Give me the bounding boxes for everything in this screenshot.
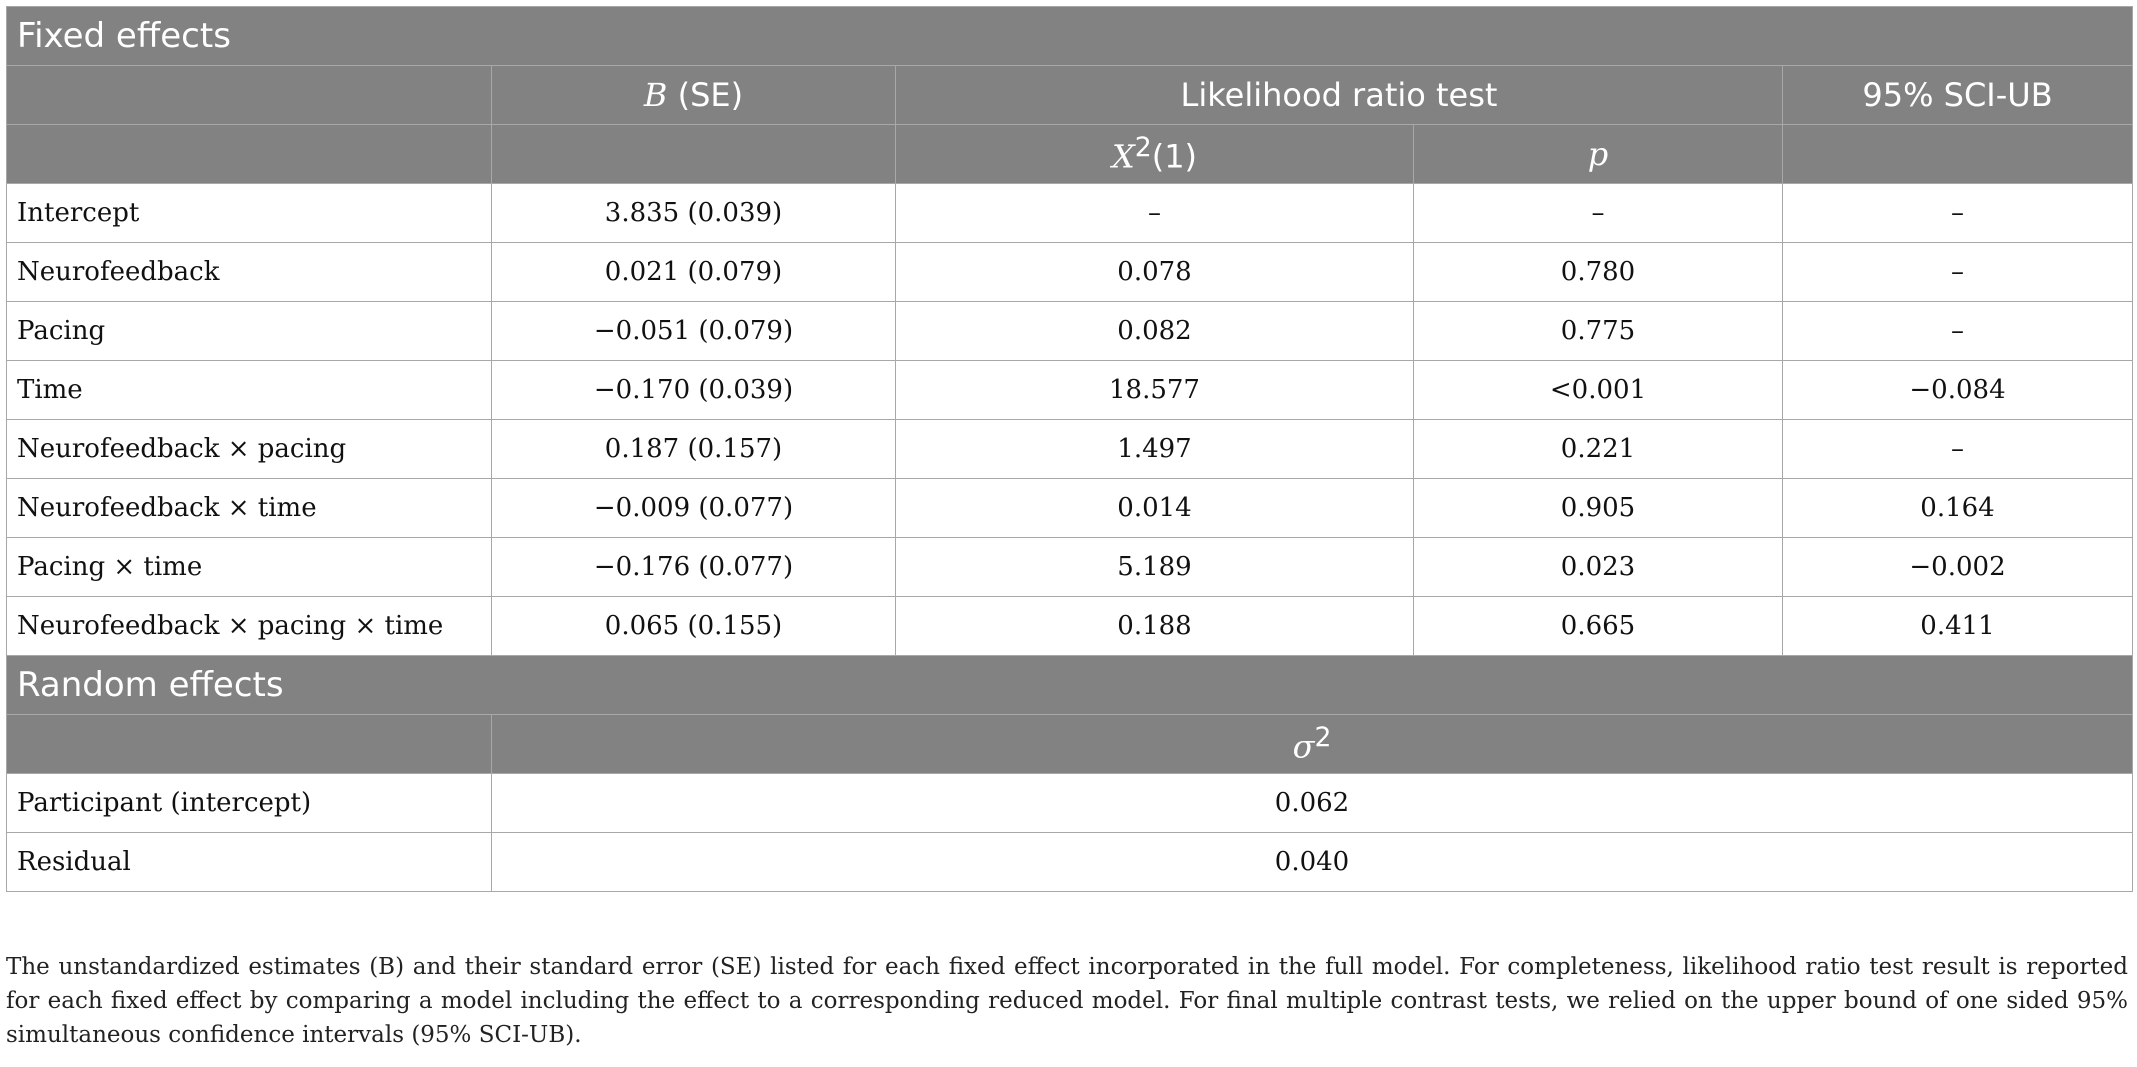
- header-chi-symbol: X: [1111, 137, 1135, 176]
- header-chi-superscript: 2: [1134, 132, 1152, 164]
- cell-chi-square: 0.082: [896, 302, 1414, 361]
- fixed-effects-section-row: [7, 7, 2133, 66]
- cell-sci-ub: –: [1783, 184, 2133, 243]
- table-row: [7, 302, 2133, 361]
- fixed-effects-title: Fixed effects: [7, 7, 2133, 66]
- header-sigma-symbol: σ: [1292, 727, 1315, 766]
- header-p-value: [1414, 125, 1783, 184]
- header-sigma-squared: [492, 715, 2133, 774]
- header-b-symbol: B: [643, 76, 668, 114]
- cell-chi-square: 18.577: [896, 361, 1414, 420]
- row-label: Neurofeedback: [7, 243, 492, 302]
- header-empty-cell: [7, 66, 492, 125]
- cell-variance: 0.040: [492, 833, 2133, 892]
- cell-chi-square: –: [896, 184, 1414, 243]
- header-chi-square: [896, 125, 1414, 184]
- row-label: Pacing × time: [7, 538, 492, 597]
- cell-b-se: −0.009 (0.077): [492, 479, 896, 538]
- header-empty-cell: [7, 715, 492, 774]
- row-label: Neurofeedback × pacing × time: [7, 597, 492, 656]
- table-row: [7, 361, 2133, 420]
- header-empty-cell: [7, 125, 492, 184]
- header-sci-ub: 95% SCI-UB: [1783, 66, 2133, 125]
- cell-b-se: −0.176 (0.077): [492, 538, 896, 597]
- header-empty-cell: [1783, 125, 2133, 184]
- header-b-se: [492, 66, 896, 125]
- cell-chi-square: 1.497: [896, 420, 1414, 479]
- cell-sci-ub: 0.411: [1783, 597, 2133, 656]
- cell-variance: 0.062: [492, 774, 2133, 833]
- cell-p-value: 0.665: [1414, 597, 1783, 656]
- cell-chi-square: 0.078: [896, 243, 1414, 302]
- cell-p-value: 0.023: [1414, 538, 1783, 597]
- table-row: [7, 184, 2133, 243]
- cell-b-se: 0.065 (0.155): [492, 597, 896, 656]
- cell-sci-ub: −0.002: [1783, 538, 2133, 597]
- table-row: [7, 597, 2133, 656]
- cell-sci-ub: −0.084: [1783, 361, 2133, 420]
- cell-chi-square: 0.014: [896, 479, 1414, 538]
- table-row: [7, 479, 2133, 538]
- cell-b-se: 0.021 (0.079): [492, 243, 896, 302]
- table-row: [7, 774, 2133, 833]
- fixed-header-row-1: [7, 66, 2133, 125]
- random-effects-section-row: [7, 656, 2133, 715]
- random-effects-title: Random effects: [7, 656, 2133, 715]
- table-row: [7, 833, 2133, 892]
- row-label: Pacing: [7, 302, 492, 361]
- header-chi-df: (1): [1151, 137, 1198, 176]
- cell-b-se: −0.051 (0.079): [492, 302, 896, 361]
- cell-sci-ub: –: [1783, 243, 2133, 302]
- table-footnote: The unstandardized estimates (B) and their standard error (SE) listed for each fixed effect incorporated in the full model. For completeness, likelihood ratio test result is reported for each fixed effect by comparing a model including the effect to a corresponding reduced model. For final multiple contrast tests, we relied on the upper bound of one sided 95% simultaneous confidence intervals (95% SCI-UB).: [6, 954, 2128, 1048]
- table-row: [7, 538, 2133, 597]
- header-likelihood-ratio-test: Likelihood ratio test: [896, 66, 1783, 125]
- row-label: Neurofeedback × time: [7, 479, 492, 538]
- cell-chi-square: 0.188: [896, 597, 1414, 656]
- cell-p-value: –: [1414, 184, 1783, 243]
- fixed-header-row-2: [7, 125, 2133, 184]
- cell-p-value: <0.001: [1414, 361, 1783, 420]
- cell-b-se: 3.835 (0.039): [492, 184, 896, 243]
- header-sigma-superscript: 2: [1314, 722, 1332, 754]
- cell-p-value: 0.775: [1414, 302, 1783, 361]
- header-p-symbol: p: [1587, 135, 1609, 173]
- results-table: [6, 6, 2133, 892]
- row-label: Neurofeedback × pacing: [7, 420, 492, 479]
- row-label: Participant (intercept): [7, 774, 492, 833]
- cell-b-se: −0.170 (0.039): [492, 361, 896, 420]
- header-b-suffix: (SE): [667, 76, 744, 114]
- row-label: Time: [7, 361, 492, 420]
- table-row: [7, 420, 2133, 479]
- cell-chi-square: 5.189: [896, 538, 1414, 597]
- row-label: Intercept: [7, 184, 492, 243]
- cell-p-value: 0.780: [1414, 243, 1783, 302]
- cell-p-value: 0.905: [1414, 479, 1783, 538]
- cell-sci-ub: –: [1783, 420, 2133, 479]
- header-empty-cell: [492, 125, 896, 184]
- table-row: [7, 243, 2133, 302]
- row-label: Residual: [7, 833, 492, 892]
- cell-sci-ub: 0.164: [1783, 479, 2133, 538]
- cell-sci-ub: –: [1783, 302, 2133, 361]
- random-header-row: [7, 715, 2133, 774]
- cell-p-value: 0.221: [1414, 420, 1783, 479]
- cell-b-se: 0.187 (0.157): [492, 420, 896, 479]
- results-table-container: [6, 6, 2132, 892]
